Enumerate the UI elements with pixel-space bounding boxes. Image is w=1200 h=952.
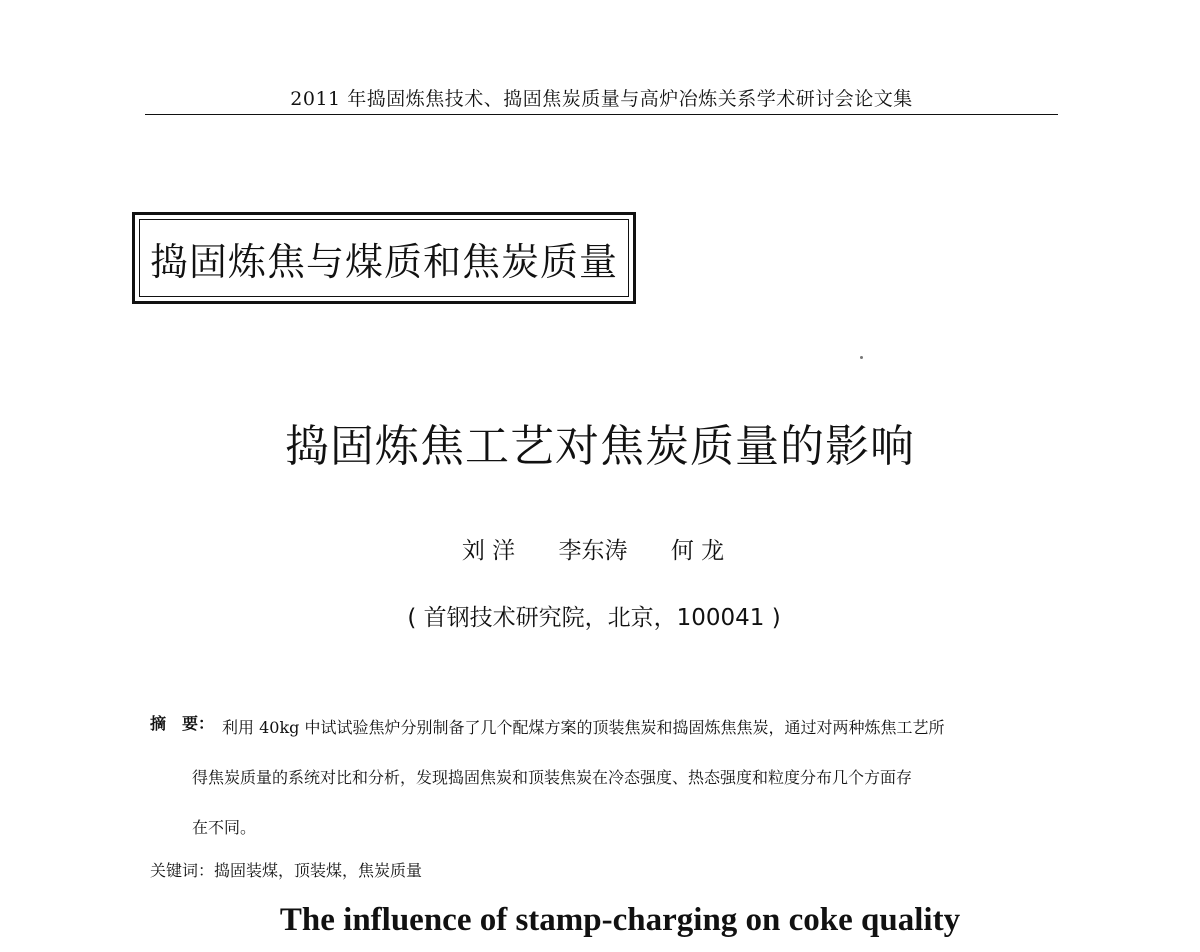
keywords: 关键词：捣固装煤，顶装煤，焦炭质量	[150, 861, 423, 880]
paper-title: 捣固炼焦工艺对焦炭质量的影响	[285, 421, 915, 472]
author-list	[0, 532, 1186, 565]
abstract-line-2: 得焦炭质量的系统对比和分析，发现捣固焦炭和顶装焦炭在冷态强度、热态强度和粒度分布几个方面存	[192, 768, 913, 787]
affiliation: ( 首钢技术研究院，北京，100041 )	[407, 605, 781, 631]
abstract-body	[150, 703, 1070, 853]
section-heading-inner-frame	[139, 219, 629, 297]
author-3: 何 龙	[670, 538, 725, 564]
section-heading-box	[132, 212, 636, 304]
author-1: 刘 洋	[461, 538, 516, 564]
abstract-line-1: 利用 40kg 中试试验焦炉分别制备了几个配煤方案的顶装焦炭和捣固炼焦焦炭，通过对两种炼焦工艺所	[222, 718, 945, 737]
english-title: The influence of stamp-charging on coke quality	[279, 902, 961, 938]
stray-dot	[860, 356, 863, 359]
abstract-line-3: 在不同。	[192, 818, 257, 837]
running-header: 2011 年捣固炼焦技术、捣固焦炭质量与高炉冶炼关系学术研讨会论文集	[290, 88, 913, 110]
section-heading: 捣固炼焦与煤质和焦炭质量	[149, 239, 618, 284]
abstract-label: 摘 要：	[150, 714, 215, 733]
author-2: 李东涛	[558, 538, 628, 564]
header-rule	[145, 114, 1058, 115]
